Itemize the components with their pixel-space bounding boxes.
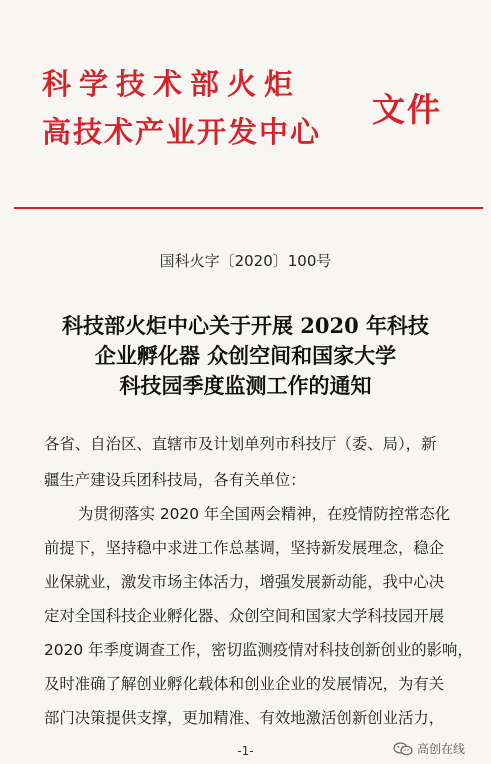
page-number: -1- — [237, 744, 254, 758]
source-watermark — [393, 740, 465, 757]
body-text-line: 前提下，坚持稳中求进工作总基调，坚持新发展理念，稳企 — [44, 539, 445, 557]
body-text-line: 2020 年季度调查工作，密切监测疫情对科技创新创业的影响， — [44, 641, 473, 659]
body-text-line: 为贯彻落实 2020 年全国两会精神，在疫情防控常态化 — [78, 505, 451, 523]
issuer-name-line1: 科学技术部火炬 — [42, 67, 302, 101]
document-title-line2: 企业孵化器 众创空间和国家大学 — [94, 343, 397, 368]
document-type-label: 文件 — [372, 90, 442, 129]
red-divider-line — [14, 207, 483, 209]
body-text-line: 及时准确了解创业孵化载体和创业企业的发展情况，为有关 — [44, 675, 445, 693]
addressee-line1: 各省、自治区、直辖市及计划单列市科技厅（委、局），新 — [44, 435, 437, 453]
watermark-text: 高创在线 — [416, 742, 465, 756]
body-text-line: 定对全国科技企业孵化器、众创空间和国家大学科技园开展 — [44, 607, 445, 625]
body-text-line: 部门决策提供支撑，更加精准、有效地激活创新创业活力， — [44, 709, 445, 727]
document-title-line3: 科技园季度监测工作的通知 — [119, 373, 372, 398]
body-text-line: 业保就业，激发市场主体活力，增强发展新动能，我中心决 — [44, 573, 445, 591]
wechat-icon — [393, 742, 413, 756]
issuer-name-line2: 高技术产业开发中心 — [42, 115, 322, 149]
document-number: 国科火字〔2020〕100号 — [159, 252, 332, 270]
addressee-line2: 疆生产建设兵团科技局，各有关单位： — [44, 471, 306, 489]
document-title-line1: 科技部火炬中心关于开展 2020 年科技 — [61, 313, 430, 338]
